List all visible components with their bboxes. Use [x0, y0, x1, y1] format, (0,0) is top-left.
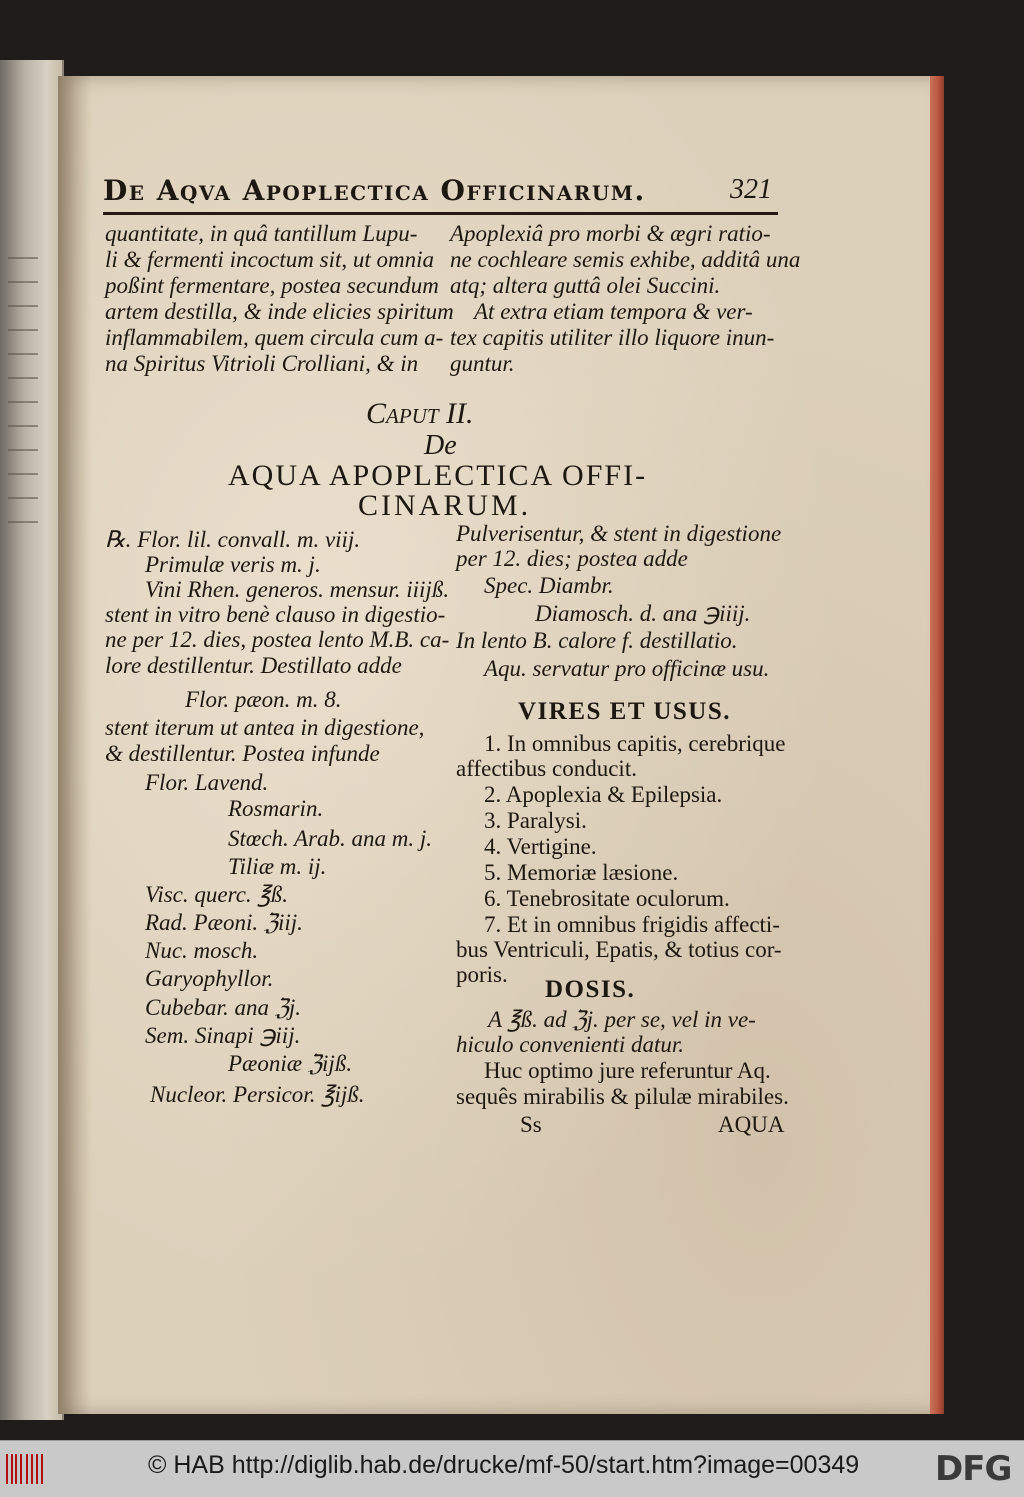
recipe-line: Primulæ veris m. j.	[145, 552, 321, 577]
recipe-line: Spec. Diambr.	[484, 573, 614, 598]
dosis-line: A ℥ß. ad ℨj. per se, vel in ve-	[488, 1007, 756, 1032]
copyright-link[interactable]: © HAB http://diglib.hab.de/drucke/mf-50/start.htm?image=00349	[148, 1451, 860, 1479]
recipe-line: per 12. dies; postea adde	[456, 546, 688, 571]
vires-line: 1. In omnibus capitis, cerebrique	[484, 731, 786, 756]
header-rule	[103, 212, 778, 215]
left-page-text-bleed	[4, 235, 44, 635]
viewer-footer	[0, 1440, 1024, 1497]
chapter-number: Caput II.	[366, 397, 474, 430]
text-line: At extra etiam tempora & ver-	[474, 299, 753, 324]
vires-line: 7. Et in omnibus frigidis affecti-	[484, 912, 780, 937]
recipe-line: Rad. Pæoni. ℨiij.	[145, 910, 303, 935]
text-line: tex capitis utiliter illo liquore inun-	[450, 325, 775, 350]
vires-line: poris.	[456, 962, 508, 987]
vires-line: 5. Memoriæ læsione.	[484, 860, 679, 885]
text-line: atq; altera guttâ olei Succini.	[450, 273, 721, 298]
recipe-line: Garyophyllor.	[145, 966, 274, 991]
vires-line: affectibus conducit.	[456, 756, 637, 781]
text-line: inflammabilem, quem circula cum a-	[105, 325, 444, 350]
recipe-line: Stœch. Arab. ana m. j.	[228, 826, 433, 851]
recipe-line: Aqu. servatur pro officinæ usu.	[484, 656, 770, 681]
vires-line: 3. Paralysi.	[484, 808, 587, 833]
recipe-line: Rosmarin.	[228, 796, 324, 821]
recipe-line: Pæoniæ ℨijß.	[228, 1051, 353, 1076]
recipe-line: ℞. Flor. lil. convall. m. viij.	[105, 527, 361, 552]
recipe-line: Diamosch. d. ana ℈iiij.	[535, 601, 751, 626]
text-line: artem destilla, & inde elicies spiritum	[105, 299, 454, 324]
recipe-line: stent in vitro benè clauso in digestio-	[105, 602, 446, 627]
recipe-line: Cubebar. ana ℨj.	[145, 995, 302, 1020]
chapter-preposition: De	[424, 430, 457, 461]
catchword: AQUA	[718, 1112, 785, 1137]
dfg-logo: DFG	[935, 1449, 1012, 1489]
dosis-line: Huc optimo jure referuntur Aq.	[484, 1058, 771, 1083]
recipe-line: lore destillentur. Destillato adde	[105, 653, 402, 678]
barcode-icon	[6, 1454, 44, 1484]
dosis-line: hiculo convenienti datur.	[456, 1032, 685, 1057]
recipe-line: stent iterum ut antea in digestione,	[105, 715, 425, 740]
vires-heading: VIRES ET USUS.	[518, 698, 731, 725]
page-red-edge	[930, 76, 944, 1414]
vires-line: 2. Apoplexia & Epilepsia.	[484, 782, 723, 807]
top-right-column	[450, 221, 800, 377]
dosis-line: sequês mirabilis & pilulæ mirabiles.	[456, 1084, 789, 1109]
text-line: ne cochleare semis exhibe, additâ una	[450, 247, 801, 272]
recipe-line: Vini Rhen. generos. mensur. iiijß.	[145, 577, 450, 602]
recipe-line: Sem. Sinapi ℈iij.	[145, 1023, 301, 1048]
chapter-title-line-2: CINARUM.	[358, 489, 532, 522]
page-number: 321	[730, 174, 772, 205]
text-line: Apoplexiâ pro morbi & ægri ratio-	[450, 221, 771, 246]
dosis-heading: DOSIS.	[545, 976, 636, 1003]
left-page-edge	[0, 60, 64, 1420]
running-head: De Aqva Apoplectica Officinarum.	[103, 174, 646, 207]
text-line: poßint fermentare, postea secundum	[105, 273, 439, 298]
vires-line: bus Ventriculi, Epatis, & totius cor-	[456, 937, 782, 962]
text-line: guntur.	[450, 351, 515, 376]
chapter-title-line-1: AQUA APOPLECTICA OFFI-	[228, 459, 648, 492]
recipe-line: Flor. pæon. m. 8.	[185, 687, 342, 712]
vires-line: 4. Vertigine.	[484, 834, 597, 859]
recipe-line: In lento B. calore f. destillatio.	[456, 628, 738, 653]
text-line: na Spiritus Vitrioli Crolliani, & in	[105, 351, 419, 376]
vires-line: 6. Tenebrositate oculorum.	[484, 886, 730, 911]
recipe-line: Nucleor. Persicor. ℥ijß.	[150, 1082, 365, 1107]
recipe-line: Flor. Lavend.	[145, 770, 269, 795]
recipe-line: Pulverisentur, & stent in digestione	[456, 521, 782, 546]
recipe-line: Visc. querc. ℥ß.	[145, 882, 288, 907]
recipe-line: Tiliæ m. ij.	[228, 854, 327, 879]
signature-mark: Ss	[520, 1112, 542, 1137]
recipe-line: & destillentur. Postea infunde	[105, 741, 380, 766]
text-line: li & fermenti incoctum sit, ut omnia	[105, 247, 434, 272]
top-left-column	[105, 221, 454, 377]
recipe-line: ne per 12. dies, postea lento M.B. ca-	[105, 627, 450, 652]
text-line: quantitate, in quâ tantillum Lupu-	[105, 221, 418, 246]
page-gutter-shadow	[58, 76, 92, 1414]
recipe-line: Nuc. mosch.	[145, 938, 259, 963]
